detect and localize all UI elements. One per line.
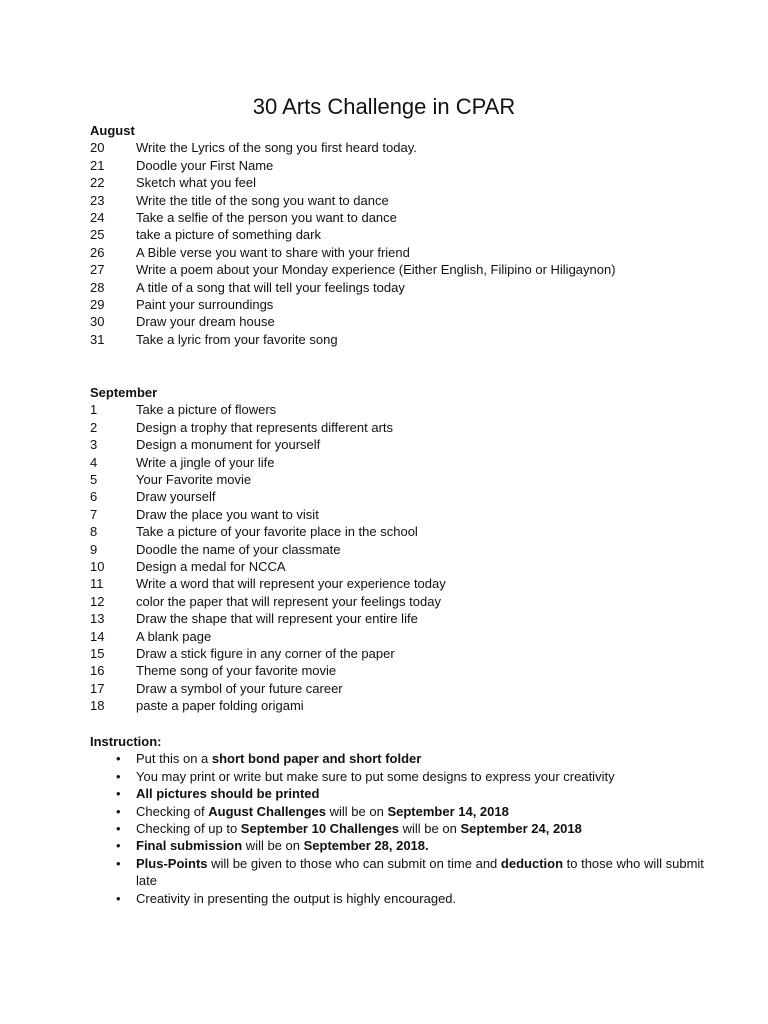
instruction-section <box>90 733 710 907</box>
august-item <box>90 209 710 226</box>
item-number: 7 <box>90 506 98 522</box>
item-text: Write a jingle of your life <box>136 454 275 470</box>
instruction-item <box>90 785 710 802</box>
september-item <box>90 436 710 453</box>
plain-text: will be given to those who can submit on time and <box>207 855 501 871</box>
instruction-text <box>136 803 710 820</box>
item-text: A title of a song that will tell your feelings today <box>136 279 405 295</box>
item-number: 4 <box>90 454 98 470</box>
item-text: Design a medal for NCCA <box>136 559 286 575</box>
instruction-text <box>136 855 710 890</box>
instruction-item <box>90 855 710 890</box>
august-item <box>90 313 710 330</box>
item-text: Write the Lyrics of the song you first heard today. <box>136 140 417 156</box>
item-number: 1 <box>90 402 98 418</box>
item-number: 13 <box>90 611 105 627</box>
bullet-icon: • <box>116 768 121 784</box>
item-number: 16 <box>90 663 105 679</box>
september-item <box>90 558 710 575</box>
item-text: Draw a stick figure in any corner of the paper <box>136 646 395 662</box>
emphasis-text: September 10 Challenges <box>240 821 400 837</box>
instruction-text <box>136 837 710 854</box>
item-text: Take a lyric from your favorite song <box>136 331 338 347</box>
emphasis-text: All pictures should be printed <box>136 786 320 802</box>
item-number: 14 <box>90 628 105 644</box>
september-item <box>90 471 710 488</box>
september-item <box>90 401 710 418</box>
instruction-text <box>136 785 710 802</box>
instruction-item <box>90 750 710 767</box>
august-item <box>90 261 710 278</box>
emphasis-text: September 24, 2018 <box>460 821 582 837</box>
plain-text: to those who will submit late <box>136 855 704 889</box>
item-text: Write the title of the song you want to dance <box>136 192 389 208</box>
item-number: 25 <box>90 227 105 243</box>
instruction-text <box>136 750 710 767</box>
item-number: 6 <box>90 489 98 505</box>
item-number: 12 <box>90 593 105 609</box>
item-number: 31 <box>90 331 105 347</box>
september-item <box>90 628 710 645</box>
emphasis-text: Final submission <box>136 838 243 854</box>
item-text: take a picture of something dark <box>136 227 321 243</box>
item-number: 29 <box>90 297 105 313</box>
item-text: Draw the place you want to visit <box>136 506 319 522</box>
item-number: 23 <box>90 192 105 208</box>
plain-text: Creativity in presenting the output is highly encouraged. <box>136 890 457 906</box>
item-text: Paint your surroundings <box>136 297 274 313</box>
plain-text: Put this on a <box>136 751 212 767</box>
bullet-icon: • <box>116 786 121 802</box>
august-item <box>90 174 710 191</box>
item-text: Your Favorite movie <box>136 472 252 488</box>
item-text: A Bible verse you want to share with your friend <box>136 244 410 260</box>
plain-text: Checking of up to <box>136 821 241 837</box>
august-heading: August <box>90 123 135 138</box>
august-item <box>90 331 710 348</box>
august-item <box>90 244 710 261</box>
plain-text: will be on <box>326 803 388 819</box>
instruction-heading: Instruction: <box>90 734 162 749</box>
item-text: Sketch what you feel <box>136 175 256 191</box>
item-number: 3 <box>90 437 98 453</box>
september-item <box>90 506 710 523</box>
item-number: 27 <box>90 262 105 278</box>
item-number: 30 <box>90 314 105 330</box>
september-item <box>90 645 710 662</box>
item-text: Draw yourself <box>136 489 216 505</box>
item-number: 5 <box>90 472 98 488</box>
item-number: 21 <box>90 157 105 173</box>
august-item <box>90 139 710 156</box>
page-title: 30 Arts Challenge in CPAR <box>252 94 516 119</box>
september-item <box>90 454 710 471</box>
item-text: Theme song of your favorite movie <box>136 663 337 679</box>
instruction-text <box>136 768 710 785</box>
september-section <box>90 384 710 715</box>
item-text: Design a trophy that represents different arts <box>136 419 394 435</box>
emphasis-text: September 14, 2018 <box>387 803 509 819</box>
item-number: 20 <box>90 140 105 156</box>
item-text: Take a selfie of the person you want to dance <box>136 210 397 226</box>
item-text: Design a monument for yourself <box>136 437 321 453</box>
emphasis-text: Plus-Points <box>136 855 208 871</box>
september-item <box>90 610 710 627</box>
bullet-icon: • <box>116 803 121 819</box>
item-number: 9 <box>90 541 98 557</box>
emphasis-text: deduction <box>500 855 564 871</box>
instruction-text <box>136 890 710 907</box>
item-number: 24 <box>90 210 105 226</box>
instruction-item <box>90 837 710 854</box>
emphasis-text: August Challenges <box>208 803 327 819</box>
august-item <box>90 296 710 313</box>
september-item <box>90 662 710 679</box>
bullet-icon: • <box>116 751 121 767</box>
september-item <box>90 680 710 697</box>
august-section <box>90 122 710 348</box>
plain-text: will be on <box>242 838 304 854</box>
emphasis-text: short bond paper and short folder <box>211 751 422 767</box>
item-text: color the paper that will represent your feelings today <box>136 593 441 609</box>
august-item <box>90 226 710 243</box>
august-list <box>90 139 710 348</box>
september-item <box>90 541 710 558</box>
instruction-item <box>90 768 710 785</box>
item-number: 18 <box>90 698 105 714</box>
september-item <box>90 593 710 610</box>
item-text: Draw the shape that will represent your entire life <box>136 611 418 627</box>
bullet-icon: • <box>116 821 121 837</box>
item-text: Take a picture of your favorite place in the school <box>136 524 418 540</box>
item-text: Doodle the name of your classmate <box>136 541 341 557</box>
item-number: 28 <box>90 279 105 295</box>
september-item <box>90 575 710 592</box>
item-number: 15 <box>90 646 105 662</box>
item-text: Take a picture of flowers <box>136 402 277 418</box>
plain-text: You may print or write but make sure to put some designs to express your creativity <box>136 768 615 784</box>
august-item <box>90 157 710 174</box>
instruction-item <box>90 820 710 837</box>
instruction-list <box>90 750 710 907</box>
plain-text: will be on <box>399 821 461 837</box>
item-number: 11 <box>90 576 104 592</box>
september-heading: September <box>90 385 158 400</box>
instruction-item <box>90 803 710 820</box>
item-number: 2 <box>90 419 98 435</box>
item-text: Doodle your First Name <box>136 157 274 173</box>
item-number: 26 <box>90 244 105 260</box>
september-item <box>90 697 710 714</box>
instruction-item <box>90 890 710 907</box>
item-number: 17 <box>90 680 105 696</box>
september-item <box>90 523 710 540</box>
bullet-icon: • <box>116 890 121 906</box>
september-list <box>90 401 710 714</box>
plain-text: Checking of <box>136 803 209 819</box>
item-text: A blank page <box>136 628 212 644</box>
emphasis-text: September 28, 2018. <box>303 838 429 854</box>
item-number: 22 <box>90 175 105 191</box>
item-text: paste a paper folding origami <box>136 698 304 714</box>
item-number: 10 <box>90 559 105 575</box>
instruction-text <box>136 820 710 837</box>
item-number: 8 <box>90 524 98 540</box>
bullet-icon: • <box>116 855 121 871</box>
item-text: Write a word that will represent your experience today <box>136 576 446 592</box>
august-item <box>90 279 710 296</box>
item-text: Write a poem about your Monday experience (Either English, Filipino or Hiligaynon) <box>136 262 616 278</box>
august-item <box>90 192 710 209</box>
item-text: Draw a symbol of your future career <box>136 680 343 696</box>
item-text: Draw your dream house <box>136 314 275 330</box>
september-item <box>90 488 710 505</box>
bullet-icon: • <box>116 838 121 854</box>
september-item <box>90 419 710 436</box>
